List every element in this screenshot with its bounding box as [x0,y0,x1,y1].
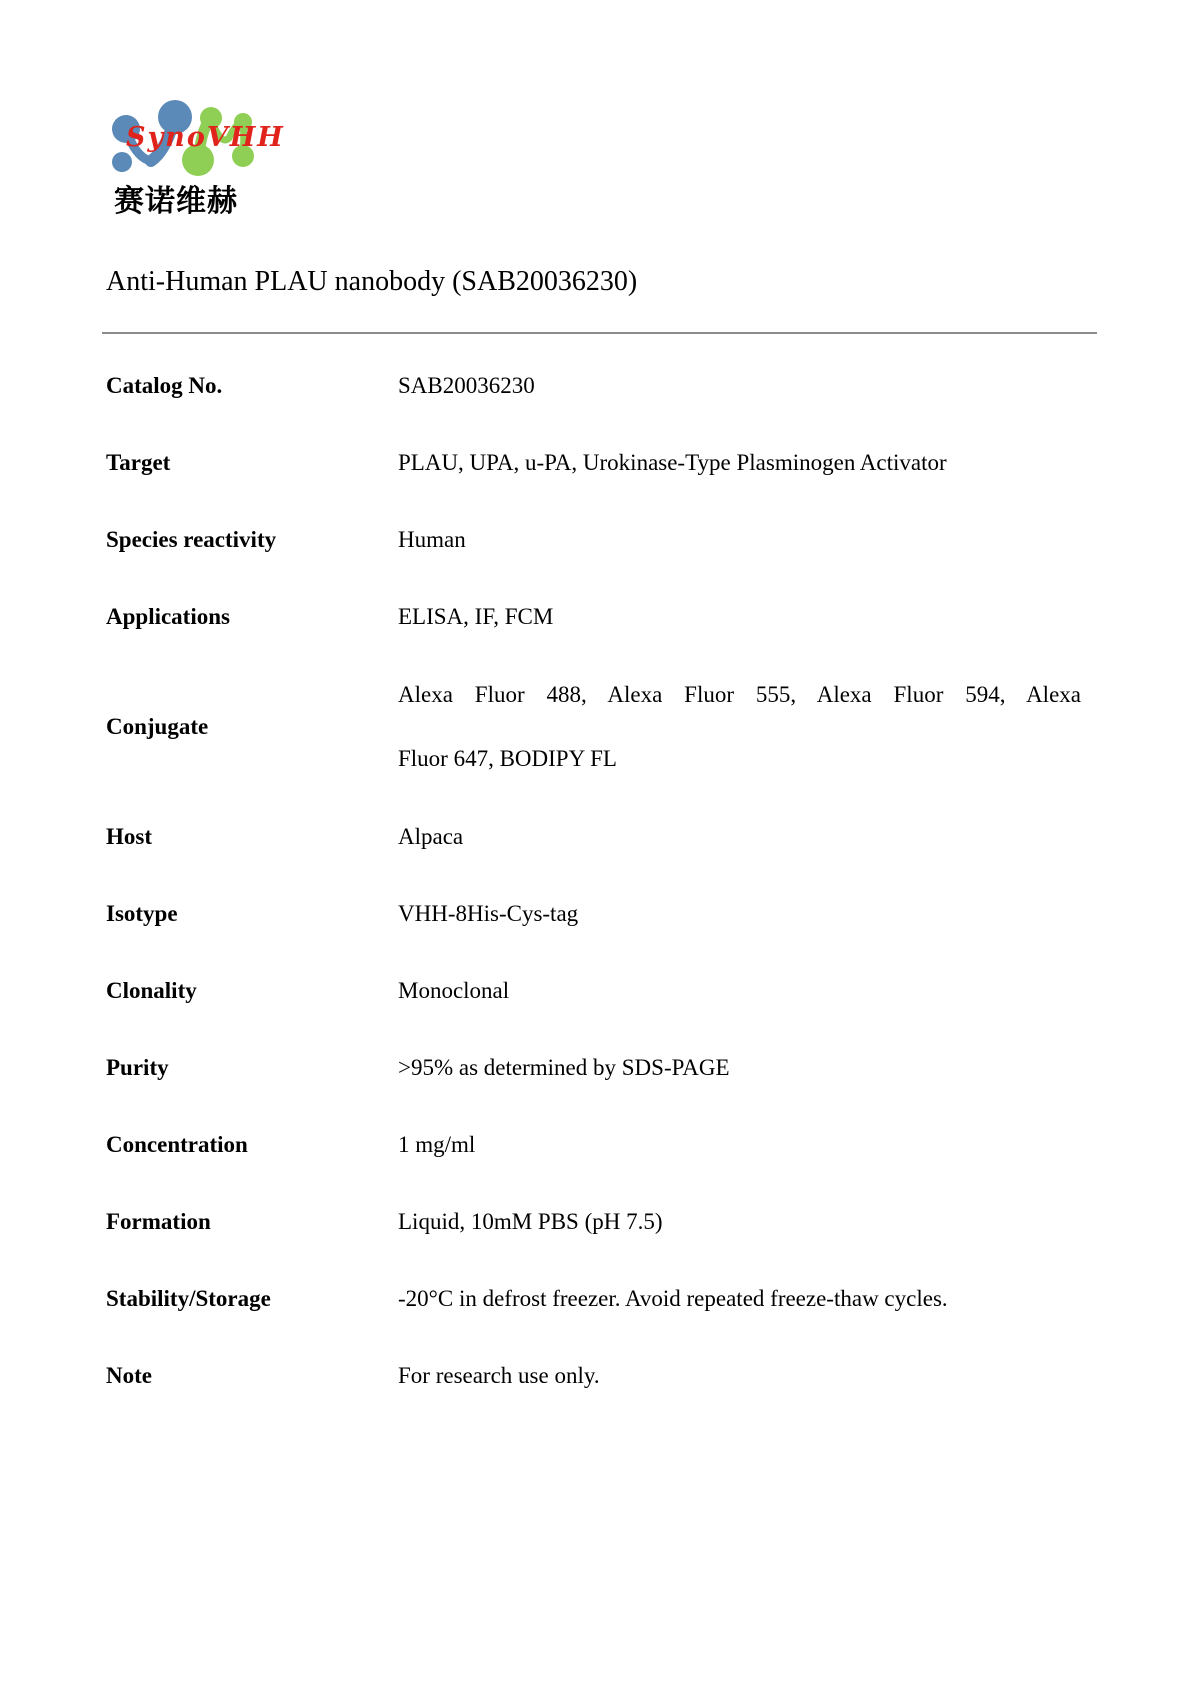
row-label: Isotype [106,900,178,926]
company-logo [102,96,322,226]
logo-chinese-name: 赛诺维赫 [114,185,238,218]
row-value: VHH-8His-Cys-tag [398,900,579,926]
row-value: Liquid, 10mM PBS (pH 7.5) [398,1208,663,1234]
table-row-formation [106,1183,1081,1260]
row-value: Human [398,526,466,552]
row-value: -20°C in defrost freezer. Avoid repeated freeze-thaw cycles. [398,1285,948,1311]
row-value: For research use only. [398,1362,600,1388]
table-row-purity [106,1029,1081,1106]
row-label: Purity [106,1054,169,1080]
row-value: SAB20036230 [398,372,535,398]
table-row-concentration [106,1106,1081,1183]
table-row-stability-storage [106,1260,1081,1337]
table-row-species-reactivity [106,501,1081,578]
table-row-target [106,424,1081,501]
row-label: Applications [106,603,230,629]
table-row-note [106,1337,1081,1414]
conjugate-line-2: Fluor 647, BODIPY FL [398,745,617,771]
table-row-host [106,798,1081,875]
row-value: >95% as determined by SDS-PAGE [398,1054,730,1080]
row-label: Species reactivity [106,526,277,552]
spec-table [106,347,1081,1414]
logo-brand-text: SynoVHH [126,122,285,153]
row-value: 1 mg/ml [398,1131,476,1157]
row-label: Host [106,823,152,849]
row-label: Target [106,449,171,475]
row-value: ELISA, IF, FCM [398,603,554,629]
row-label: Stability/Storage [106,1285,271,1311]
row-label: Note [106,1362,152,1388]
row-value: Monoclonal [398,977,510,1003]
row-label: Conjugate [106,713,209,739]
row-label: Clonality [106,977,197,1003]
row-value: PLAU, UPA, u-PA, Urokinase-Type Plasminogen Activator [398,449,947,475]
row-value: Alpaca [398,823,464,849]
table-row-applications [106,578,1081,655]
row-label: Concentration [106,1131,248,1157]
row-value [398,663,1081,791]
conjugate-line-1: Alexa Fluor 488, Alexa Fluor 555, Alexa Fluor 594, Alexa [398,681,1081,707]
table-row-clonality [106,952,1081,1029]
row-label: Catalog No. [106,372,223,398]
table-row-conjugate [106,655,1081,798]
table-row-isotype [106,875,1081,952]
page-title: Anti-Human PLAU nanobody (SAB20036230) [106,266,638,297]
table-row-catalog [106,347,1081,424]
row-label: Formation [106,1208,211,1234]
title-divider [102,332,1097,334]
